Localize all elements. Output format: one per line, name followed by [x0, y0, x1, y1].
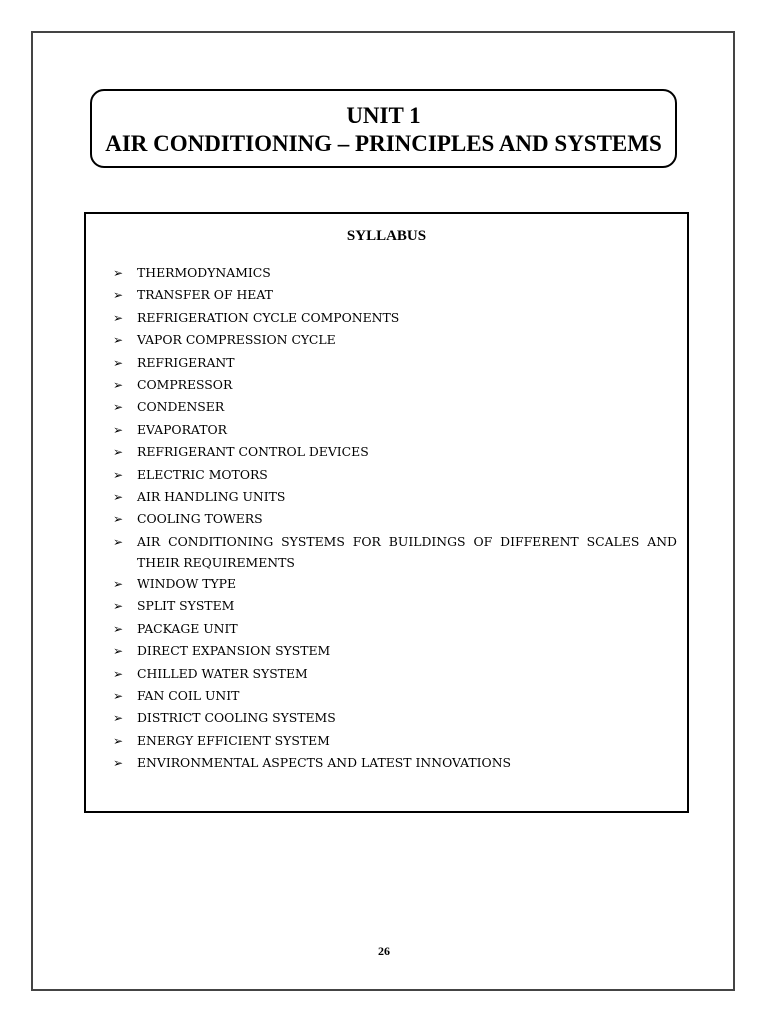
- syllabus-item: [113, 752, 677, 774]
- syllabus-item-text: AIR HANDLING UNITS: [137, 489, 286, 505]
- syllabus-item-text: SPLIT SYSTEM: [137, 598, 235, 614]
- syllabus-box: [84, 212, 689, 813]
- arrow-bullet-icon: ➢: [113, 467, 124, 482]
- syllabus-item-text: WINDOW TYPE: [137, 575, 237, 591]
- arrow-bullet-icon: ➢: [113, 644, 124, 659]
- arrow-bullet-icon: ➢: [113, 288, 124, 303]
- syllabus-item-text: ENERGY EFFICIENT SYSTEM: [137, 732, 330, 748]
- unit-title-box: [90, 89, 677, 168]
- arrow-bullet-icon: ➢: [113, 512, 124, 527]
- syllabus-item-text: REFRIGERATION CYCLE COMPONENTS: [137, 309, 400, 325]
- arrow-bullet-icon: ➢: [113, 333, 124, 348]
- arrow-bullet-icon: ➢: [113, 621, 124, 636]
- arrow-bullet-icon: ➢: [113, 756, 124, 771]
- arrow-bullet-icon: ➢: [113, 445, 124, 460]
- syllabus-item-text: CONDENSER: [137, 399, 225, 415]
- syllabus-item-text: REFRIGERANT CONTROL DEVICES: [137, 444, 369, 460]
- syllabus-item: [113, 730, 677, 752]
- arrow-bullet-icon: ➢: [113, 711, 124, 726]
- arrow-bullet-icon: ➢: [113, 422, 124, 437]
- syllabus-item-text: DIRECT EXPANSION SYSTEM: [137, 643, 331, 659]
- syllabus-item: [113, 618, 677, 640]
- arrow-bullet-icon: ➢: [113, 490, 124, 505]
- syllabus-item: [113, 396, 677, 418]
- syllabus-item-text: DISTRICT COOLING SYSTEMS: [137, 710, 336, 726]
- arrow-bullet-icon: ➢: [113, 688, 124, 703]
- syllabus-item: [113, 707, 677, 729]
- syllabus-item: [113, 374, 677, 396]
- arrow-bullet-icon: ➢: [113, 534, 124, 549]
- unit-title: UNIT 1: [346, 103, 421, 128]
- syllabus-item-text: FAN COIL UNIT: [137, 687, 240, 703]
- syllabus-item: [113, 663, 677, 685]
- unit-subtitle: AIR CONDITIONING – PRINCIPLES AND SYSTEMS: [105, 131, 662, 156]
- arrow-bullet-icon: ➢: [113, 576, 124, 591]
- syllabus-item: [113, 419, 677, 441]
- syllabus-item-text: ELECTRIC MOTORS: [137, 466, 268, 482]
- arrow-bullet-icon: ➢: [113, 378, 124, 393]
- syllabus-item: [113, 441, 677, 463]
- syllabus-item: [113, 573, 677, 595]
- syllabus-item-text: PACKAGE UNIT: [137, 620, 238, 636]
- syllabus-item-text: AIR CONDITIONING SYSTEMS FOR BUILDINGS OF DIFFERENT SCALES AND THEIR REQUIREMENTS: [137, 533, 677, 570]
- syllabus-item-text: COMPRESSOR: [137, 377, 233, 393]
- syllabus-item-text: REFRIGERANT: [137, 354, 235, 370]
- arrow-bullet-icon: ➢: [113, 355, 124, 370]
- syllabus-item-text: EVAPORATOR: [137, 421, 227, 437]
- syllabus-item: [113, 640, 677, 662]
- syllabus-list: [113, 262, 677, 775]
- arrow-bullet-icon: ➢: [113, 599, 124, 614]
- syllabus-item: [113, 486, 677, 508]
- syllabus-item-text: COOLING TOWERS: [137, 511, 263, 527]
- syllabus-item: [113, 329, 677, 351]
- syllabus-item: [113, 508, 677, 530]
- page-number: 26: [378, 944, 390, 958]
- syllabus-item-text: THERMODYNAMICS: [137, 265, 271, 280]
- syllabus-item: [113, 685, 677, 707]
- arrow-bullet-icon: ➢: [113, 310, 124, 325]
- syllabus-item-text: TRANSFER OF HEAT: [137, 287, 273, 303]
- syllabus-item: [113, 307, 677, 329]
- syllabus-item: [113, 595, 677, 617]
- arrow-bullet-icon: ➢: [113, 666, 124, 681]
- syllabus-item: [113, 284, 677, 306]
- syllabus-item: [113, 352, 677, 374]
- arrow-bullet-icon: ➢: [113, 400, 124, 415]
- syllabus-item: [113, 531, 677, 573]
- syllabus-heading: SYLLABUS: [346, 228, 427, 244]
- syllabus-item-text: CHILLED WATER SYSTEM: [137, 665, 308, 681]
- arrow-bullet-icon: ➢: [113, 266, 124, 280]
- syllabus-item: [113, 262, 677, 284]
- syllabus-item-text: VAPOR COMPRESSION CYCLE: [137, 332, 336, 348]
- arrow-bullet-icon: ➢: [113, 733, 124, 748]
- syllabus-item-text: ENVIRONMENTAL ASPECTS AND LATEST INNOVATIONS: [137, 755, 512, 771]
- syllabus-item: [113, 464, 677, 486]
